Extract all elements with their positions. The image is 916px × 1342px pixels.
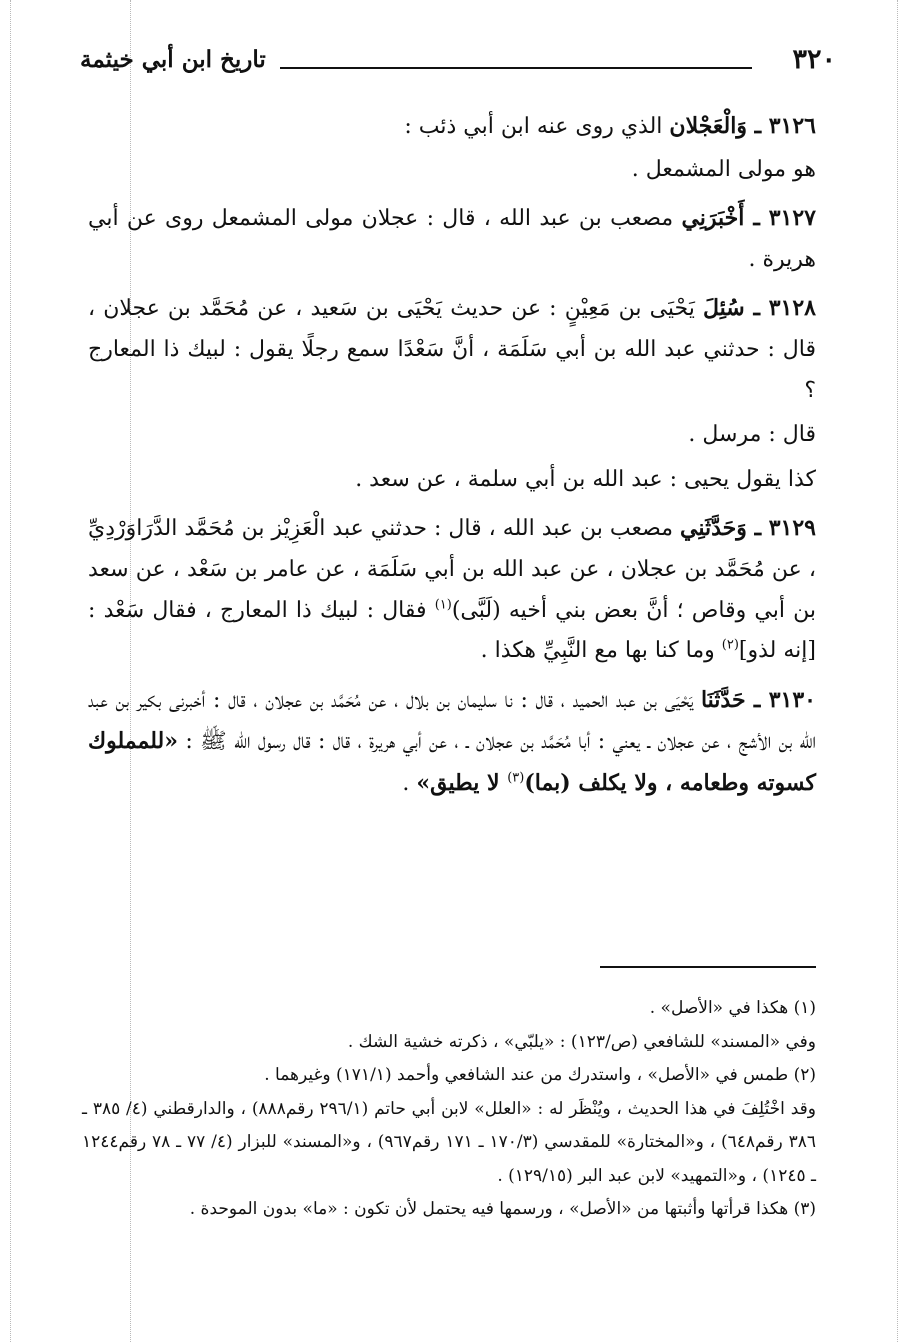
- footnote-2-cont: وقد اخْتُلِفَ في هذا الحديث ، ويُنْظَر له : «العلل» لابن أبي حاتم (٢٩٦/١ رقم٨٨٨) ، والدارقطني (٤/ ٣٨٥ ـ ٣٨٦ رقم٦٤٨) ، و«المختارة» للمقدسي (١٧٠/٣ ـ ١٧١ رقم٩٦٧) ، و«المسند» للبزار (٤/ ٧٧ ـ ٧٨ رقم١٢٤٤ ـ ١٢٤٥) ، و«التمهيد» لابن عبد البر (١٢٩/١٥) .: [82, 1098, 816, 1186]
- footnote-ref-1[interactable]: (١): [434, 597, 452, 613]
- entry-lead: ٣١٢٧ ـ أَخْبَرَنِي: [681, 205, 816, 232]
- left-edge-dots: [10, 0, 11, 1342]
- entry-3129: [88, 508, 816, 671]
- entry-3126: [88, 106, 816, 148]
- entry-text: يَحْيَى بن مَعِيْنٍ : عن حديث يَحْيَى بن سَعيد ، عن مُحَمَّد بن عجلان ، قال : حدثني عبد الله بن أبي سَلَمَة ، أنَّ سَعْدًا سمع رجلًا يقول : لبيك ذا المعارج ؟: [88, 296, 816, 403]
- entry-3130: [88, 680, 816, 805]
- entry-3126-continuation: هو مولى المشمعل .: [631, 156, 816, 182]
- footnotes: [82, 992, 816, 1227]
- entry-end: .: [402, 770, 417, 796]
- entry-text: فقال : لبيك ذا المعارج ، فقال سَعْد : [إنه لذو]: [88, 597, 816, 664]
- entry-3128: [88, 288, 816, 411]
- footnote-separator: [600, 966, 816, 968]
- entry-lead: ٣١٢٨ ـ سُئِلَ: [703, 295, 816, 322]
- entry-text: وما كنا بها مع النَّبِيِّ هكذا .: [480, 638, 722, 664]
- page-header: [80, 44, 836, 84]
- main-text: [88, 106, 816, 813]
- hadith-text: «للمملوك كسوته وطعامه ، ولا يكلف (بما): [88, 728, 816, 796]
- entry-3128-answer: قال : مرسل .: [688, 422, 816, 448]
- right-edge-dots: [897, 0, 898, 1342]
- footnote-ref-3[interactable]: (٣): [507, 770, 525, 786]
- entry-3128-note: كذا يقول يحيى : عبد الله بن أبي سلمة ، عن سعد .: [355, 466, 816, 492]
- entry-lead: ٣١٢٩ ـ وَحَدَّثَنِي: [680, 515, 816, 542]
- footnote-1-cont: وفي «المسند» للشافعي (ص/١٢٣) : «يلبّي» ، ذكرته خشية الشك .: [347, 1031, 816, 1052]
- entry-text: الذي روى عنه ابن أبي ذئب :: [404, 114, 670, 139]
- entry-lead: ٣١٣٠ ـ حَدَّثَنَا: [700, 686, 816, 713]
- entry-3127: [88, 198, 816, 280]
- page-number: ٣٢٠: [792, 44, 836, 75]
- footnote-ref-2[interactable]: (٢): [721, 637, 739, 653]
- running-title: تاريخ ابن أبي خيثمة: [80, 46, 266, 73]
- entry-lead: ٣١٢٦ ـ وَالْعَجْلان: [669, 113, 816, 139]
- footnote-1: (١) هكذا في «الأصل» .: [649, 998, 816, 1018]
- entry-text: مصعب بن عبد الله ، قال : عجلان مولى المشمعل روى عن أبي هريرة .: [88, 206, 816, 272]
- footnote-2: (٢) طمس في «الأصل» ، واستدرك من عند الشافعي وأحمد (١٧١/١) وغيرهما .: [264, 1065, 816, 1085]
- footnote-3: (٣) هكذا قرأتها وأثبتها من «الأصل» ، ورسمها فيه يحتمل لأن تكون : «ما» بدون الموحدة .: [189, 1199, 816, 1219]
- entry-text: يَحْيَى بن عبد الحميد ، قال : نا سليمان بن بلال ، عن مُحَمَّد بن عجلان ، قال : أخبرنى بكير بن عبد الله بن الأشج ، عن عجلان ـ يعني : أبا مُحَمَّد بن عجلان ـ ، عن أبي هريرة ، قال : قال رسول الله ﷺ :: [88, 687, 816, 755]
- hadith-text: لا يطيق»: [416, 769, 508, 796]
- header-rule: [280, 67, 752, 69]
- entry-text: مصعب بن عبد الله ، قال : حدثني عبد الْعَزِيْز بن مُحَمَّد الدَّرَاوَرْدِيِّ ، عن مُحَمَّد بن عجلان ، عن عبد الله بن أبي سَلَمَة ، عن عامر بن سَعْد ، عن سعد بن أبي وقاص ؛ أنَّ بعض بني أخيه (لَبَّى): [88, 516, 816, 623]
